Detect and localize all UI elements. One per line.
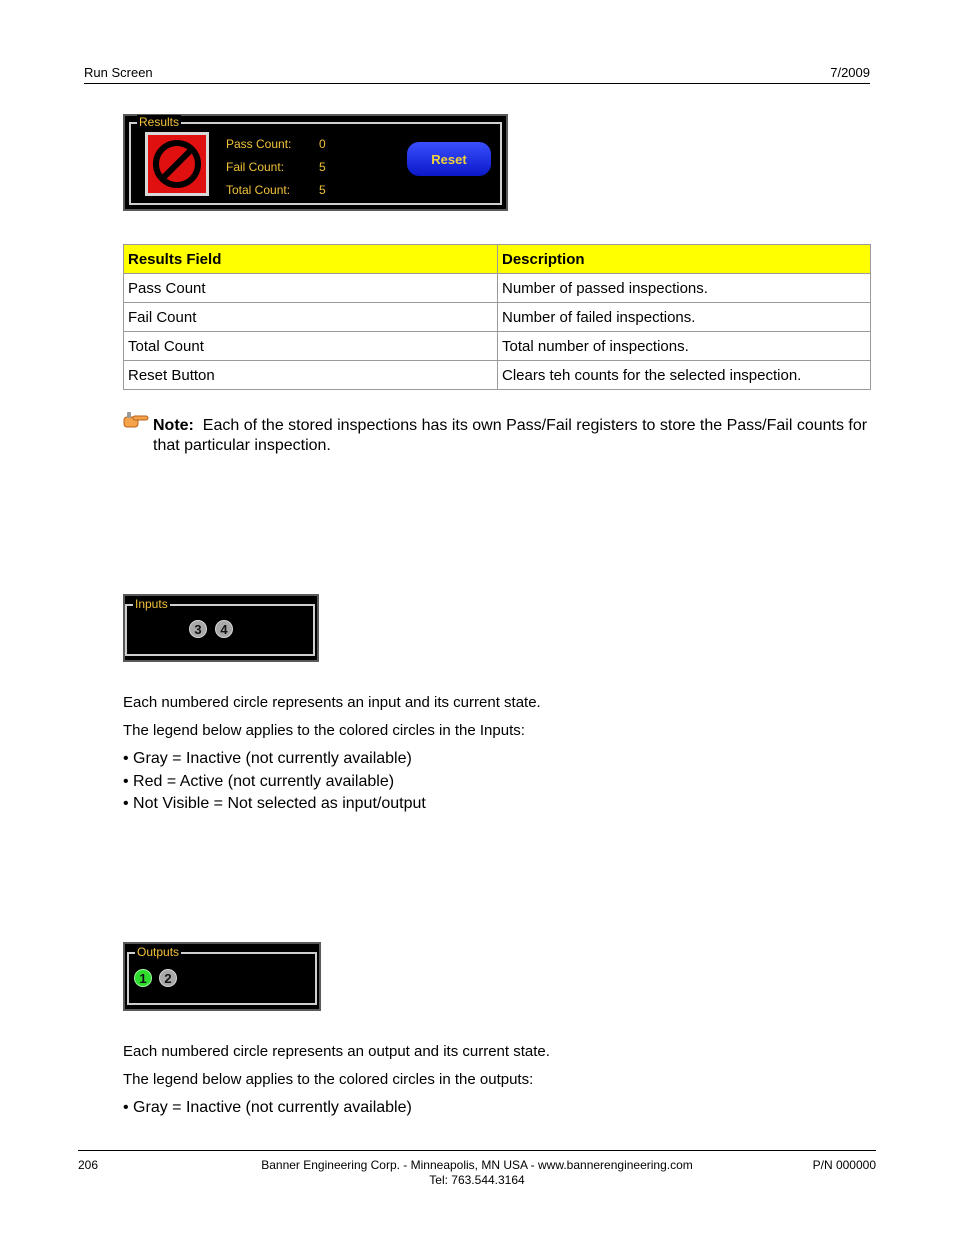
reset-button[interactable]: Reset xyxy=(407,142,491,176)
outputs-widget xyxy=(123,942,321,1011)
outputs-group-title: Outputs xyxy=(137,945,180,959)
footer-part-number: P/N 000000 xyxy=(812,1158,876,1172)
results-widget xyxy=(123,114,508,211)
table-row xyxy=(124,303,871,332)
list-item: • Gray = Inactive (not currently available) xyxy=(123,750,412,767)
output-1-indicator: 1 xyxy=(134,969,152,987)
total-count-value: 5 xyxy=(319,183,326,197)
table-row xyxy=(124,274,871,303)
inputs-legend-list xyxy=(123,748,426,816)
note-label: Note: xyxy=(153,417,194,434)
table-row xyxy=(124,332,871,361)
total-count-label: Total Count: xyxy=(226,183,291,197)
inputs-description: Each numbered circle represents an input and its current state. xyxy=(123,694,541,711)
footer-divider xyxy=(78,1150,876,1151)
page-number: 206 xyxy=(78,1158,99,1172)
fail-count-label: Fail Count: xyxy=(226,160,285,174)
outputs-description: Each numbered circle represents an output and its current state. xyxy=(123,1043,550,1060)
table-cell-description: Number of failed inspections. xyxy=(498,303,871,332)
list-item: • Red = Active (not currently available) xyxy=(123,772,395,790)
table-cell-description: Clears teh counts for the selected inspection. xyxy=(498,361,871,390)
header-section-title: Run Screen xyxy=(84,65,153,80)
table-cell-field: Total Count xyxy=(124,332,498,361)
input-3-indicator: 3 xyxy=(189,620,207,638)
footer-company-info xyxy=(200,1158,754,1188)
table-cell-field: Fail Count xyxy=(124,303,498,332)
output-2-indicator: 2 xyxy=(159,969,177,987)
table-cell-field: Pass Count xyxy=(124,274,498,303)
table-header-description: Description xyxy=(498,245,871,274)
list-item: • Not Visible = Not selected as input/output xyxy=(123,795,426,812)
inputs-group-title: Inputs xyxy=(135,597,168,611)
results-field-table xyxy=(123,244,871,390)
footer-telephone: Tel: 763.544.3164 xyxy=(429,1173,525,1187)
fail-status-icon xyxy=(145,132,209,196)
table-header-field: Results Field xyxy=(124,245,498,274)
note-paragraph xyxy=(153,416,875,456)
list-item: • Gray = Inactive (not currently available) xyxy=(123,1099,412,1116)
header-divider xyxy=(84,83,870,84)
header-date: 7/2009 xyxy=(830,65,870,80)
inputs-widget xyxy=(123,594,319,662)
input-4-indicator: 4 xyxy=(215,620,233,638)
footer-company: Banner Engineering Corp. - Minneapolis, MN USA - www.bannerengineering.com xyxy=(261,1158,693,1172)
table-cell-description: Number of passed inspections. xyxy=(498,274,871,303)
outputs-legend-intro: The legend below applies to the colored circles in the outputs: xyxy=(123,1071,534,1088)
table-cell-description: Total number of inspections. xyxy=(498,332,871,361)
outputs-legend-list xyxy=(123,1097,412,1120)
results-group-title: Results xyxy=(139,115,180,129)
table-row xyxy=(124,361,871,390)
fail-count-value: 5 xyxy=(319,160,326,174)
outputs-group xyxy=(127,945,317,1005)
table-cell-field: Reset Button xyxy=(124,361,498,390)
pass-count-value: 0 xyxy=(319,137,326,151)
pass-count-label: Pass Count: xyxy=(226,137,292,151)
pointing-hand-icon xyxy=(123,411,149,429)
note-text: Each of the stored inspections has its own Pass/Fail registers to store the Pass/Fail counts for that particular inspection. xyxy=(153,417,868,454)
inputs-legend-intro: The legend below applies to the colored circles in the Inputs: xyxy=(123,722,525,739)
table-header-row xyxy=(124,245,871,274)
